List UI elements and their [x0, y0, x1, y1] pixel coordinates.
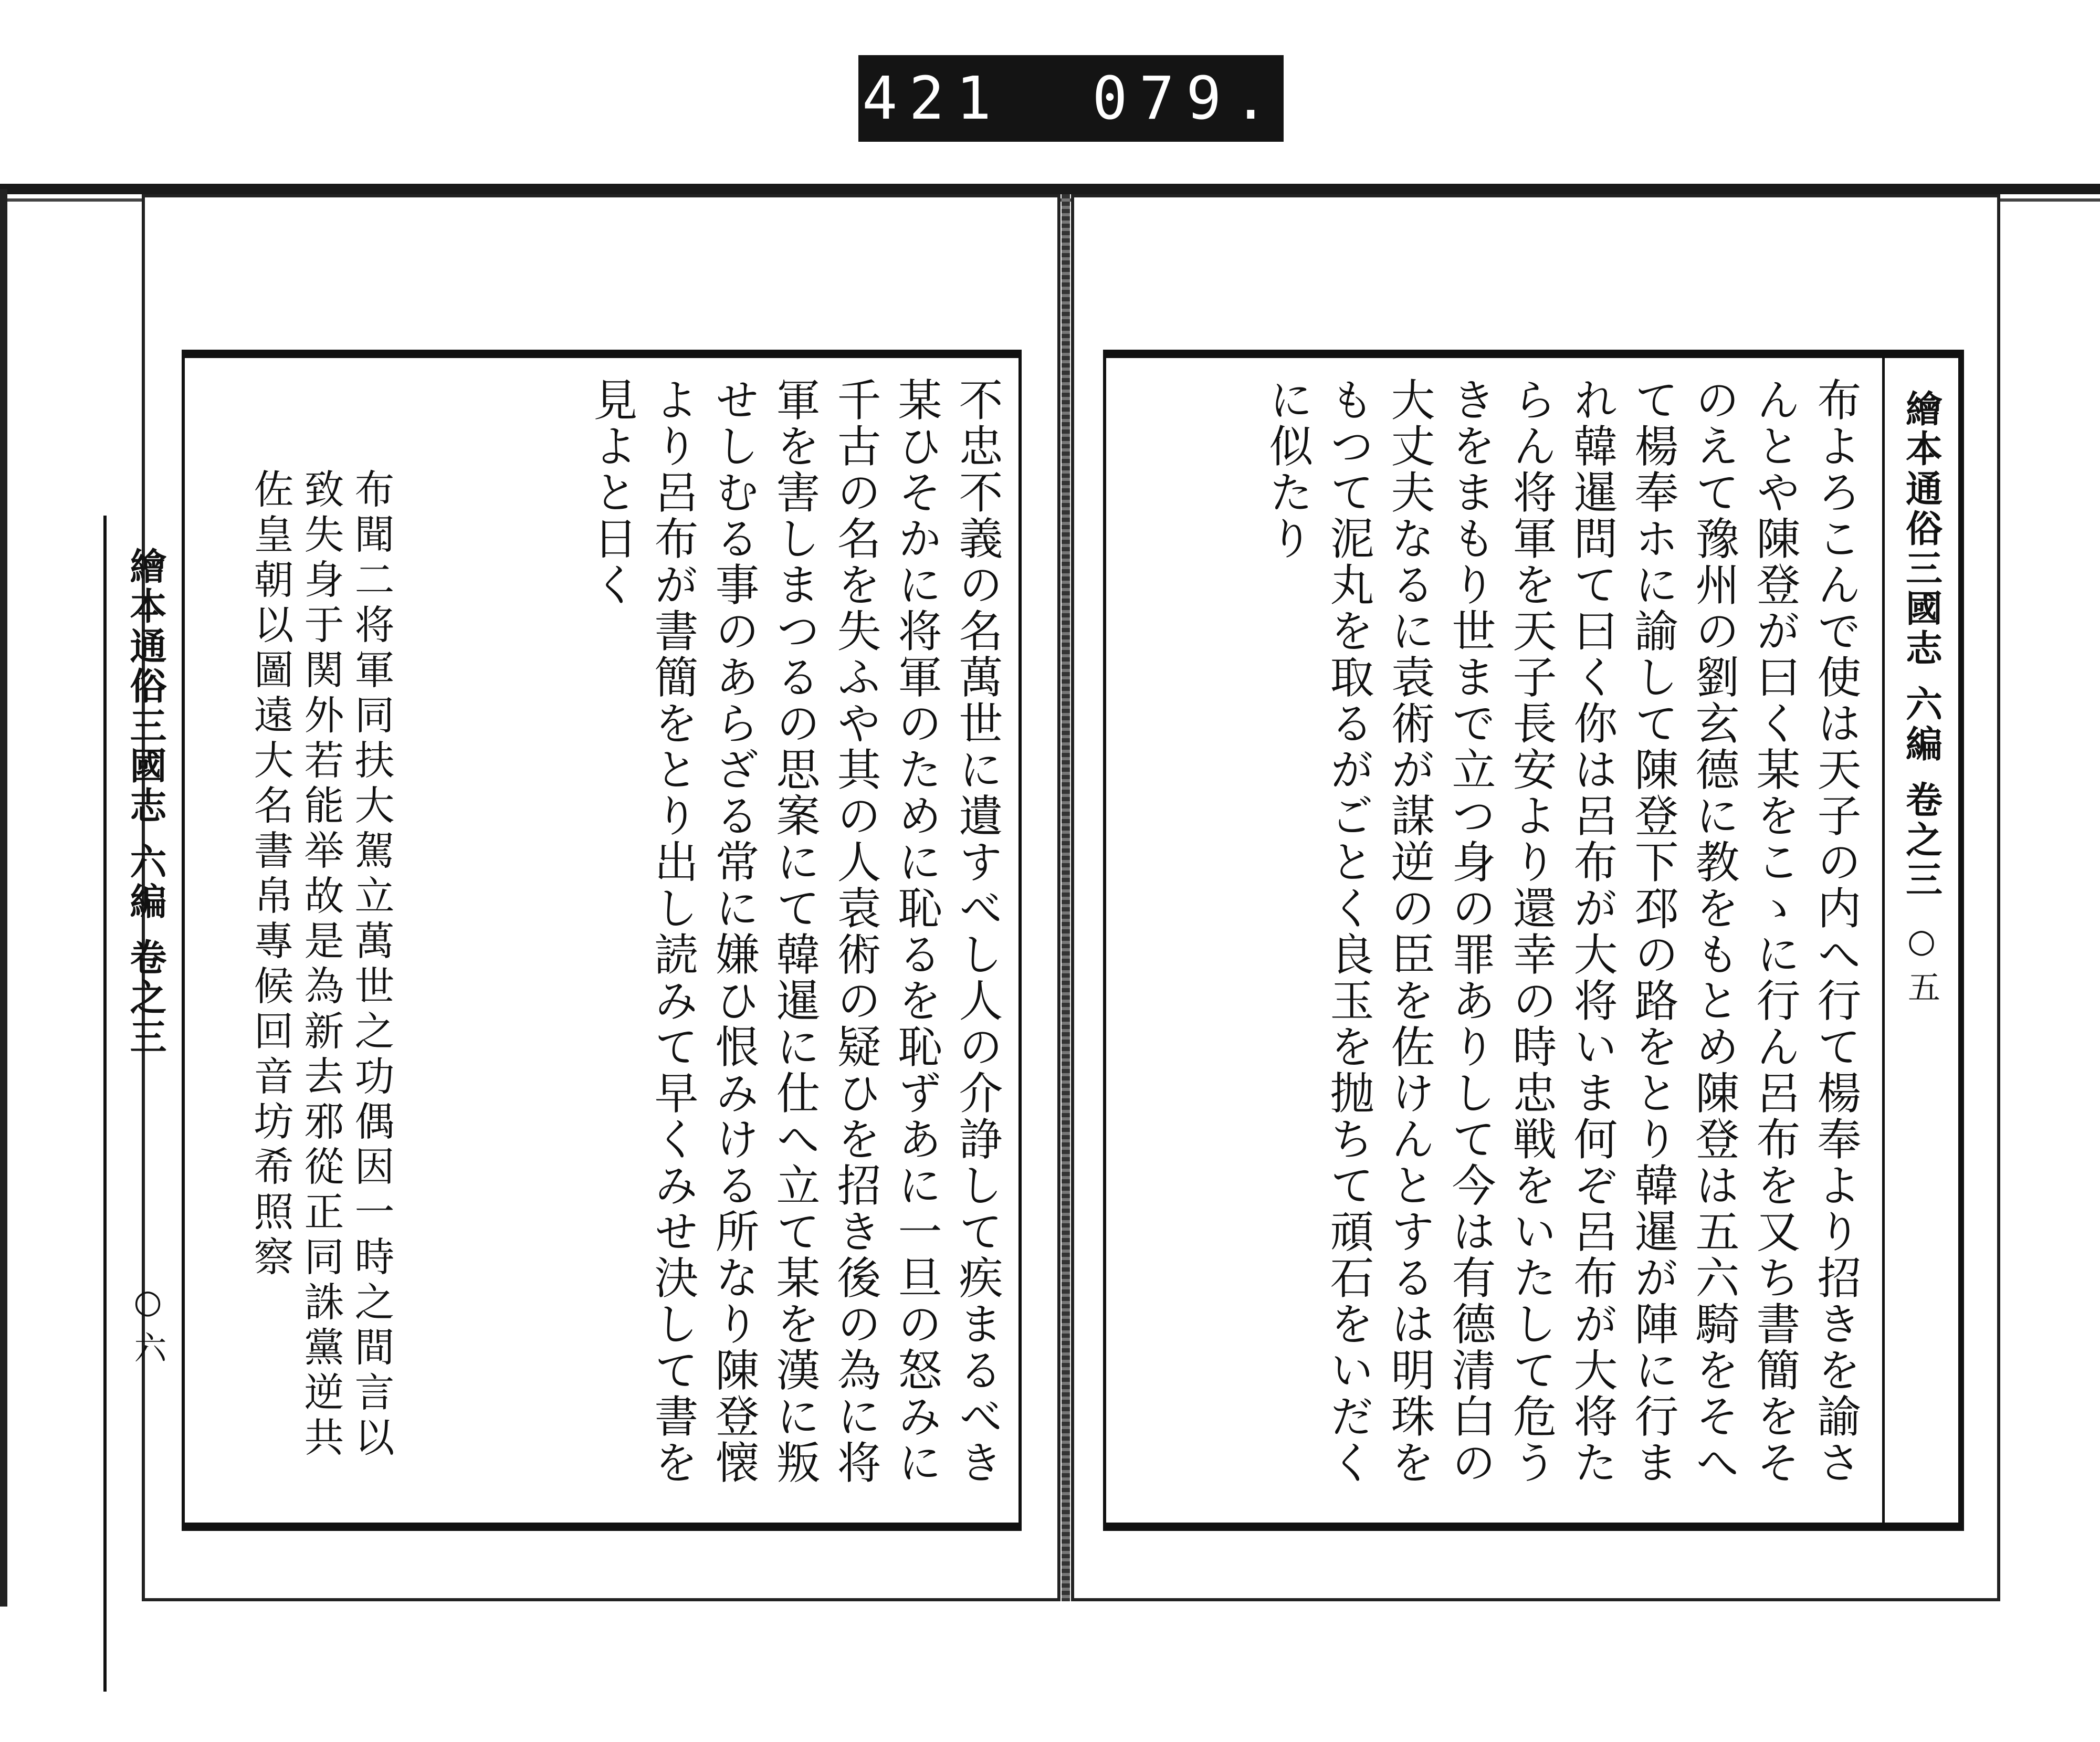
book-gutter	[1062, 194, 1070, 1601]
left-page	[124, 194, 1060, 1601]
right-text-frame	[1103, 350, 1964, 1531]
left-letter-quote: 布聞二将軍同扶大駕立萬世之功偶因一時之間言以致失身于関外若能举故是為新去邪從正同誅黨逆共佐皇朝以圖遠大名書帛專候回音坊希照察	[247, 468, 395, 1462]
left-edge-binding	[0, 189, 7, 1607]
right-page	[1071, 194, 2000, 1601]
top-rule	[0, 184, 2100, 194]
left-folio: ○ 六	[129, 1282, 167, 1363]
archive-id-label	[858, 55, 1284, 142]
right-folio: ○ 五	[1902, 921, 1941, 1003]
right-body-text: 布よろこんで使は天子の内へ行て楊奉より招きを諭さんとや陳登が曰く某をこゝに行ん呂布を又ち書簡をそのえて豫州の劉玄德に教をもとめ陳登は五六騎をそへて楊奉ホに諭して陳登下邳の路をとり韓暹が陣に行まれ韓暹問て曰く你は呂布が大将いま何ぞ呂布が大将たらん将軍を天子長安より還幸の時忠戦をいたして危うきをまもり世まで立つ身の罪ありして今は有德清白の大丈夫なるに袁術が謀逆の臣を佐けんとするは明珠をもつて泥丸を取るがごとく良玉を抛ちて頑石をいだくに似たり	[1262, 377, 1862, 1486]
right-margin-strip	[1882, 358, 1961, 1523]
left-body-text: 不忠不義の名萬世に遺すべし人の介諍して疾まるべき某ひそかに将軍のために恥るを恥ずあに一旦の怒みに千古の名を失ふや其の人袁術の疑ひを招き後の為に将軍を害しまつるの思案にて韓暹に仕へ立て某を漢に叛せしむる事のあらざる常に嫌ひ恨みける所なり陳登懐より呂布が書簡をとり出し読みて早くみせ決して書を見よと日く	[586, 377, 1003, 1486]
book-spread	[124, 194, 2000, 1612]
left-text-frame	[124, 350, 1022, 1531]
archive-id-right: 079.	[1092, 64, 1280, 133]
left-margin-title: 繪本通俗三國志 六編 卷之三	[124, 547, 167, 1058]
right-margin-title: 繪本通俗三國志 六編 卷之三	[1899, 390, 1944, 900]
left-margin-rule	[103, 516, 107, 1692]
archive-id-left: 421	[862, 64, 1003, 133]
